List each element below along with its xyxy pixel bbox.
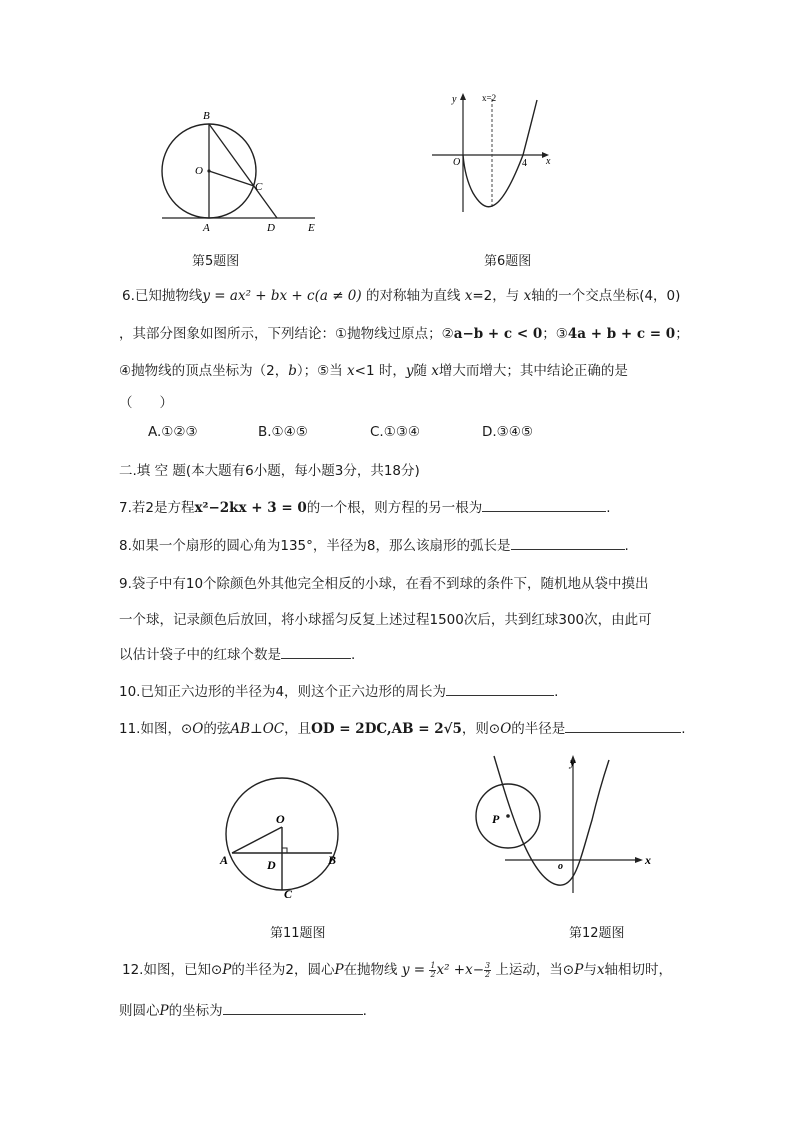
label-x: x (546, 156, 551, 167)
figure-12-parabola-circle (470, 750, 660, 900)
q10-answer-blank[interactable] (446, 683, 554, 696)
label-b: B (328, 853, 337, 867)
q12-answer-blank[interactable] (223, 1002, 363, 1015)
label-c: C (284, 887, 293, 901)
label-d: D (267, 222, 275, 234)
section-2-heading: 二.填 空 题(本大题有6小题，每小题3分，共18分) (119, 463, 420, 479)
fraction-three-halves: $\frac{3}{2}$ (485, 960, 491, 979)
figure-5-caption: 第5题图 (192, 254, 240, 269)
center-p-dot (506, 814, 510, 818)
q12-line-1: 12.如图，已知⊙P的半径为2，圆心P在抛物线 y = $\frac{1}{2}$ x² +x− $\frac{3}{2}$ 上运动，当⊙P与x轴相切时， (122, 960, 672, 979)
label-o: O (453, 157, 461, 168)
figure-6-caption: 第6题图 (484, 254, 532, 269)
label-d: D (267, 858, 276, 872)
label-o: O (276, 812, 285, 826)
label-e: E (308, 222, 315, 234)
q7-answer-blank[interactable] (482, 499, 606, 512)
label-4: 4 (522, 158, 527, 169)
q6-line-1: 6.已知抛物线y = ax² + bx + c(a ≠ 0) 的对称轴为直线 x=2，与 x轴的一个交点坐标(4，0) (122, 288, 681, 304)
label-c: C (255, 181, 263, 193)
q9-line-1: 9.袋子中有10个除颜色外其他完全相反的小球，在看不到球的条件下，随机地从袋中摸出 (119, 576, 649, 592)
label-p: P (492, 812, 500, 826)
q6-line-2: ，其部分图象如图所示，下列结论：①抛物线过原点；②a−b + c < 0；③4a + b + c = 0； (119, 326, 689, 342)
q11: 11.如图，⊙O的弦AB⊥OC，且OD = 2DC,AB = 2√5，则⊙O的半径是 . (119, 721, 686, 737)
x-axis-arrow (635, 857, 643, 863)
figure-6-parabola (425, 88, 565, 218)
label-y: y (570, 755, 576, 769)
q10: 10.已知正六边形的半径为4，则这个正六边形的周长为 . (119, 684, 559, 700)
segment-oc (209, 171, 254, 186)
q6-option-c[interactable]: C.①③④ (370, 424, 421, 440)
figure-12-caption: 第12题图 (569, 926, 625, 941)
figure-11-caption: 第11题图 (270, 926, 326, 941)
label-a: A (220, 853, 229, 867)
q6-answer-paren: （ ） (119, 395, 173, 411)
q9-line-2: 一个球，记录颜色后放回，将小球摇匀反复上述过程1500次后，共到红球300次，由此可 (119, 612, 652, 628)
label-o: o (558, 861, 563, 872)
q9-line-3: 以估计袋子中的红球个数是 . (119, 647, 356, 663)
label-b: B (203, 110, 210, 122)
q8-answer-blank[interactable] (511, 537, 625, 550)
segment-oa (232, 827, 282, 853)
label-a: A (203, 222, 210, 234)
q12-line-2: 则圆心P的坐标为 . (119, 1003, 367, 1019)
q7: 7.若2是方程x²−2kx + 3 = 0的一个根，则方程的另一根为 . (119, 500, 611, 516)
parabola-curve (494, 756, 609, 885)
label-x: x (645, 853, 651, 867)
q6-line-3: ④抛物线的顶点坐标为（2，b）；⑤当 x<1 时，y随 x增大而增大；其中结论正确的是 (119, 363, 628, 379)
label-o: O (195, 165, 203, 177)
q6-option-a[interactable]: A.①②③ (148, 424, 198, 440)
q11-answer-blank[interactable] (565, 720, 681, 733)
center-dot (207, 169, 210, 172)
q9-answer-blank[interactable] (281, 646, 351, 659)
q6-option-d[interactable]: D.③④⑤ (482, 424, 533, 440)
label-axis: x=2 (482, 93, 497, 103)
label-y: y (452, 94, 457, 105)
parabola-curve (463, 100, 537, 207)
fraction-one-half: $\frac{1}{2}$ (430, 960, 436, 979)
y-axis-arrow (460, 93, 466, 100)
right-angle-mark (282, 848, 287, 853)
figure-11-circle-chord (215, 770, 355, 905)
q8: 8.如果一个扇形的圆心角为135°，半径为8，那么该扇形的弧长是 . (119, 538, 629, 554)
q6-option-b[interactable]: B.①④⑤ (258, 424, 308, 440)
figure-5-circle-tangent (150, 100, 340, 240)
